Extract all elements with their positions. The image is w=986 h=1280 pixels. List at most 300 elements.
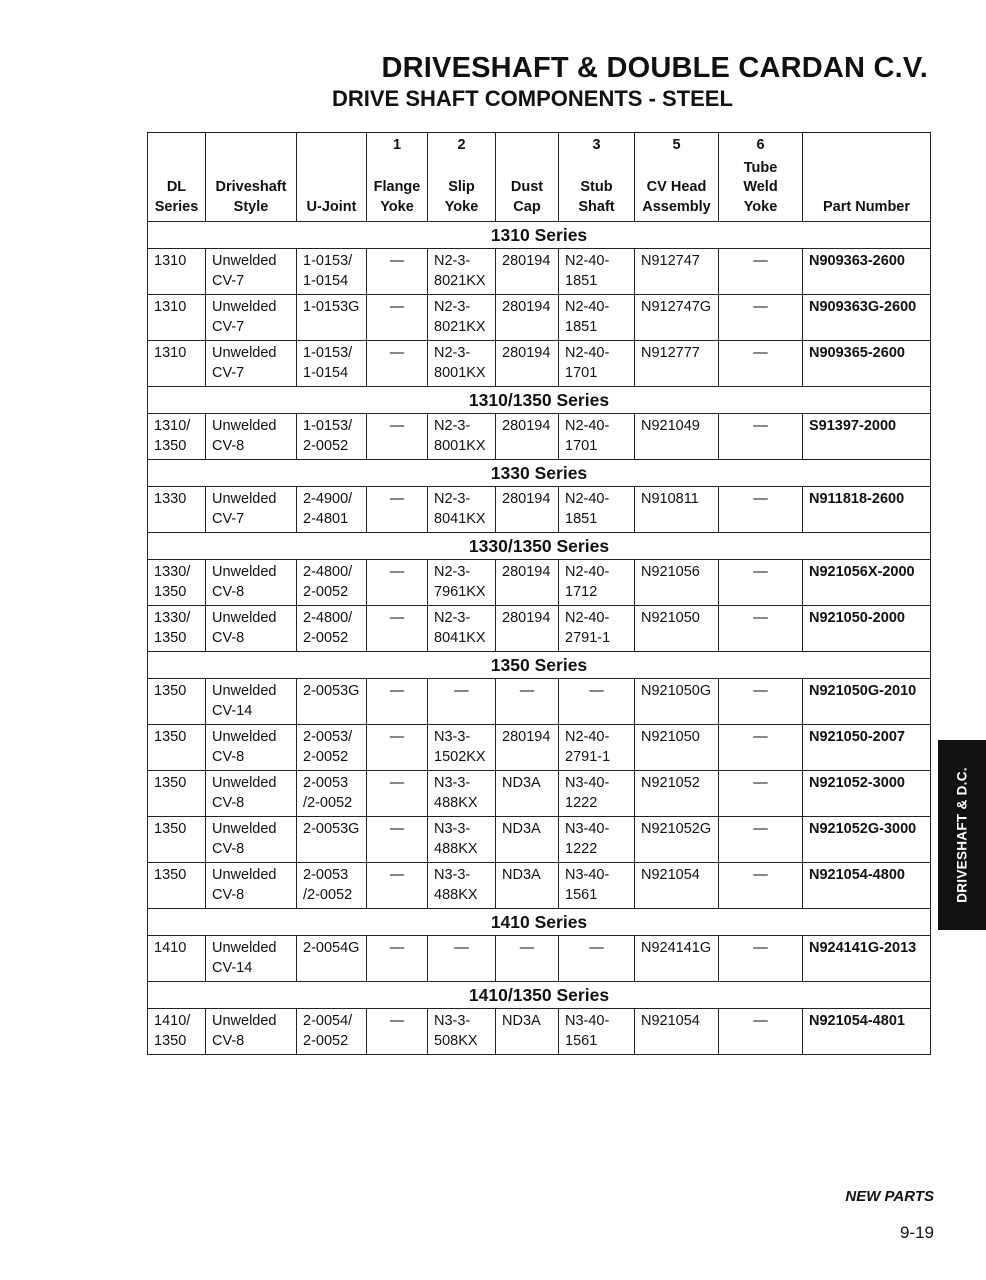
cell-line: Unwelded [212,491,277,507]
cell-tube: — [719,863,803,909]
cell-line: 488KX [434,794,478,811]
cell-line: N3-3- [434,775,471,791]
cell-part: N921050-2007 [803,725,931,771]
cell-dl [148,679,206,725]
cell-line: 1330/ [154,610,191,626]
column-header-label: DL [166,179,187,195]
cell-style [206,341,297,387]
cell-style [206,606,297,652]
cell-tube: — [719,295,803,341]
cell-line: CV-8 [212,629,245,646]
cell-cvhead: N921050 [635,725,719,771]
cell-stub [559,606,635,652]
cell-flange: — [367,1009,428,1055]
column-header-label: Yoke [444,198,479,215]
cell-line: 1-0153G [303,299,360,315]
cell-line: 8021KX [434,318,486,335]
cell-line: 1310/ [154,418,191,434]
cell-tube: — [719,560,803,606]
column-header-label: Yoke [743,198,778,215]
page-number: 9-19 [899,1223,934,1242]
cell-flange: — [367,606,428,652]
cell-tube: — [719,249,803,295]
cell-stub [559,487,635,533]
cell-line: CV-8 [212,886,245,903]
cell-line: Unwelded [212,683,277,699]
cell-dl [148,341,206,387]
cell-cvhead: N910811 [635,487,719,533]
cell-line: N2-3- [434,491,471,507]
table-row [148,679,931,725]
cell-flange: — [367,487,428,533]
cell-line: N2-3- [434,253,471,269]
cell-tube: — [719,817,803,863]
cell-ujoint [297,487,367,533]
cell-slip [428,295,496,341]
cell-stub [559,936,635,982]
cell-dl [148,1009,206,1055]
cell-style [206,560,297,606]
cell-cvhead: N921050 [635,606,719,652]
series-heading: 1410 Series [148,909,931,936]
cell-line: 2-0053G [303,821,360,837]
cell-line: 1-0153/ [303,418,353,434]
cell-line: N3-3- [434,821,471,837]
cell-line: 2-0054G [303,940,360,956]
cell-line: 2-0052 [303,437,349,454]
cell-line: Unwelded [212,729,277,745]
series-heading-row [148,909,931,936]
cell-stub [559,560,635,606]
cell-line: 2-0053/ [303,729,353,745]
cell-stub [559,249,635,295]
cell-line: 488KX [434,840,478,857]
cell-line: 1350 [154,821,187,837]
cell-line: 2791-1 [565,629,611,646]
cell-line: 1712 [565,583,598,600]
cell-line: 1350 [154,1032,187,1049]
cell-line: 2-0052 [303,629,349,646]
cell-style [206,414,297,460]
cell-dl [148,936,206,982]
cell-ujoint [297,1009,367,1055]
column-header [559,133,635,222]
cell-dust: 280194 [496,560,559,606]
cell-line: 1851 [565,510,598,527]
cell-line: 8021KX [434,272,486,289]
cell-dl [148,487,206,533]
cell-flange: — [367,771,428,817]
table-row [148,863,931,909]
cell-part: N921050G-2010 [803,679,931,725]
cell-style [206,249,297,295]
series-heading-row [148,387,931,414]
cell-line: 2-4800/ [303,610,353,626]
cell-slip [428,936,496,982]
cell-style [206,863,297,909]
cell-style [206,295,297,341]
cell-line: Unwelded [212,345,277,361]
column-header [148,133,206,222]
cell-line: N2-3- [434,345,471,361]
cell-dust: 280194 [496,725,559,771]
cell-line: CV-7 [212,364,245,381]
cell-line: N2-40- [565,345,610,361]
column-header [635,133,719,222]
cell-line: N3-40- [565,821,610,837]
column-header [496,133,559,222]
cell-line: 1701 [565,364,598,381]
cell-dl [148,295,206,341]
cell-flange: — [367,817,428,863]
column-header [367,133,428,222]
series-heading-row [148,222,931,249]
cell-tube: — [719,725,803,771]
cell-cvhead: N921054 [635,863,719,909]
cell-flange: — [367,414,428,460]
cell-ujoint [297,817,367,863]
cell-dl [148,817,206,863]
cell-ujoint [297,679,367,725]
cell-flange: — [367,341,428,387]
column-header-label: U-Joint [306,198,357,215]
cell-line: CV-14 [212,959,253,976]
column-header-label: Yoke [380,198,414,215]
cell-dl [148,606,206,652]
cell-slip [428,817,496,863]
cell-line: CV-14 [212,702,253,719]
cell-line: N2-3- [434,610,471,626]
cell-dust: 280194 [496,487,559,533]
cell-stub [559,863,635,909]
cell-part: N921054-4801 [803,1009,931,1055]
new-parts-label: NEW PARTS [845,1188,934,1205]
column-header [428,133,496,222]
cell-dust: ND3A [496,771,559,817]
cell-line: 1350 [154,867,187,883]
table-row [148,341,931,387]
cell-line: CV-8 [212,748,245,765]
cell-line: 1701 [565,437,598,454]
page-subtitle: DRIVE SHAFT COMPONENTS - STEEL [332,86,733,111]
cell-dl [148,725,206,771]
cell-slip [428,414,496,460]
cell-line: 508KX [434,1032,478,1049]
table-row [148,725,931,771]
cell-line: CV-7 [212,318,245,335]
cell-cvhead: N912747 [635,249,719,295]
column-header-label: Part Number [822,198,911,215]
column-header-label: Slip [448,179,475,195]
cell-line: CV-8 [212,794,245,811]
components-table [147,132,931,1055]
table-row [148,606,931,652]
column-header-label: Tube [743,159,778,176]
table-header-row [148,133,931,222]
cell-slip [428,487,496,533]
cell-line: 1330 [154,491,187,507]
cell-ujoint [297,725,367,771]
cell-ujoint [297,295,367,341]
cell-ujoint [297,414,367,460]
cell-line: 1350 [154,683,187,699]
cell-tube: — [719,606,803,652]
column-callout-number: 2 [457,137,466,153]
column-header-label: Driveshaft [215,179,287,195]
cell-line: Unwelded [212,940,277,956]
cell-line: 2-0052 [303,748,349,765]
table-row [148,936,931,982]
cell-line: 1561 [565,886,598,903]
cell-line: N2-40- [565,299,610,315]
cell-line: 1350 [154,729,187,745]
cell-dust: ND3A [496,863,559,909]
cell-dl [148,863,206,909]
cell-line: 2-0053 [303,775,349,791]
cell-line: 1-0153/ [303,345,353,361]
table-body [148,222,931,1055]
cell-line: 1222 [565,840,598,857]
cell-line: /2-0052 [303,886,353,903]
cell-line: 1330/ [154,564,191,580]
cell-line: Unwelded [212,1013,277,1029]
cell-line: 1222 [565,794,598,811]
cell-line: CV-8 [212,1032,245,1049]
cell-line: 1-0154 [303,364,349,381]
cell-ujoint [297,341,367,387]
cell-part: N921050-2000 [803,606,931,652]
cell-stub [559,679,635,725]
cell-stub [559,771,635,817]
cell-slip [428,341,496,387]
column-header-label: Stub [580,179,613,195]
cell-line: 8041KX [434,510,486,527]
column-callout-number: 5 [672,137,681,153]
cell-line: 488KX [434,886,478,903]
cell-line: 2-0052 [303,1032,349,1049]
cell-part: N911818-2600 [803,487,931,533]
cell-flange: — [367,560,428,606]
cell-stub [559,414,635,460]
table-row [148,487,931,533]
cell-dust: 280194 [496,414,559,460]
cell-dust: — [496,936,559,982]
series-heading: 1330/1350 Series [148,533,931,560]
cell-line: — [589,940,604,956]
cell-line: N2-40- [565,253,610,269]
cell-line: N2-3- [434,299,471,315]
column-header [719,133,803,222]
cell-line: N2-3- [434,418,471,434]
cell-line: 1561 [565,1032,598,1049]
cell-line: 1310 [154,345,187,361]
cell-part: S91397-2000 [803,414,931,460]
cell-tube: — [719,487,803,533]
cell-dl [148,414,206,460]
cell-style [206,725,297,771]
table-row [148,249,931,295]
series-heading: 1330 Series [148,460,931,487]
cell-line: Unwelded [212,418,277,434]
cell-line: 2-0052 [303,583,349,600]
column-callout-number: 1 [392,137,402,153]
cell-ujoint [297,249,367,295]
cell-flange: — [367,936,428,982]
cell-line: CV-8 [212,437,245,454]
cell-line: 1410/ [154,1013,191,1029]
column-callout-number: 3 [592,137,601,153]
series-heading-row [148,460,931,487]
cell-style [206,771,297,817]
table-row [148,414,931,460]
series-heading: 1310 Series [148,222,931,249]
table-row [148,560,931,606]
cell-line: 1350 [154,437,187,454]
cell-line: 1410 [154,940,187,956]
cell-ujoint [297,560,367,606]
cell-line: Unwelded [212,610,277,626]
cell-line: 2-4800/ [303,564,353,580]
cell-line: — [589,683,604,699]
column-header [803,133,931,222]
cell-cvhead: N921054 [635,1009,719,1055]
cell-line: N2-40- [565,491,610,507]
cell-dl [148,771,206,817]
cell-line: N2-40- [565,729,610,745]
cell-cvhead: N924141G [635,936,719,982]
section-side-tab [938,740,986,930]
cell-line: 1350 [154,629,187,646]
side-tab-label: DRIVESHAFT & D.C. [954,767,970,903]
series-heading: 1350 Series [148,652,931,679]
cell-line: N3-3- [434,1013,471,1029]
column-header-label: Cap [513,198,541,215]
cell-line: 7961KX [434,583,486,600]
cell-line: 2-4900/ [303,491,353,507]
cell-dust: 280194 [496,341,559,387]
cell-line: N3-3- [434,729,471,745]
table-row [148,817,931,863]
cell-dust: 280194 [496,295,559,341]
cell-dust: — [496,679,559,725]
cell-slip [428,863,496,909]
cell-line: 1350 [154,775,187,791]
cell-line: Unwelded [212,299,277,315]
cell-line: 1-0153/ [303,253,353,269]
cell-line: 1851 [565,318,598,335]
cell-stub [559,341,635,387]
cell-line: 2-0053G [303,683,360,699]
cell-line: N2-40- [565,610,610,626]
cell-line: Unwelded [212,564,277,580]
cell-style [206,679,297,725]
cell-style [206,936,297,982]
cell-line: Unwelded [212,821,277,837]
cell-line: 1310 [154,299,187,315]
cell-line: 2791-1 [565,748,611,765]
cell-style [206,1009,297,1055]
column-header-label: CV Head [646,179,707,195]
cell-cvhead: N921049 [635,414,719,460]
cell-flange: — [367,863,428,909]
cell-line: CV-8 [212,840,245,857]
cell-line: 8041KX [434,629,486,646]
column-header [206,133,297,222]
cell-line: — [454,683,469,699]
cell-part: N909363G-2600 [803,295,931,341]
cell-flange: — [367,249,428,295]
cell-cvhead: N921050G [635,679,719,725]
cell-slip [428,1009,496,1055]
table-row [148,1009,931,1055]
cell-line: CV-7 [212,510,245,527]
cell-cvhead: N912777 [635,341,719,387]
cell-dust: 280194 [496,249,559,295]
cell-line: N3-40- [565,775,610,791]
cell-cvhead: N921056 [635,560,719,606]
cell-line: 2-0054/ [303,1013,353,1029]
cell-stub [559,1009,635,1055]
table-row [148,771,931,817]
cell-line: 1851 [565,272,598,289]
cell-cvhead: N921052G [635,817,719,863]
cell-flange: — [367,679,428,725]
cell-part: N909363-2600 [803,249,931,295]
cell-part: N921054-4800 [803,863,931,909]
cell-ujoint [297,771,367,817]
cell-tube: — [719,1009,803,1055]
cell-line: N3-3- [434,867,471,883]
cell-line: N3-40- [565,867,610,883]
cell-stub [559,725,635,771]
cell-part: N909365-2600 [803,341,931,387]
cell-stub [559,817,635,863]
cell-slip [428,560,496,606]
cell-slip [428,771,496,817]
cell-tube: — [719,936,803,982]
cell-line: 8001KX [434,364,486,381]
cell-cvhead: N921052 [635,771,719,817]
cell-style [206,817,297,863]
column-header [297,133,367,222]
cell-line: 8001KX [434,437,486,454]
cell-dl [148,560,206,606]
series-heading: 1310/1350 Series [148,387,931,414]
page-title: DRIVESHAFT & DOUBLE CARDAN C.V. [381,52,928,84]
cell-line: N3-40- [565,1013,610,1029]
cell-dust: ND3A [496,1009,559,1055]
cell-line: CV-8 [212,583,245,600]
cell-line: 1350 [154,583,187,600]
cell-part: N921052G-3000 [803,817,931,863]
cell-part: N924141G-2013 [803,936,931,982]
cell-line: 1-0154 [303,272,349,289]
cell-line: N2-40- [565,418,610,434]
cell-dust: 280194 [496,606,559,652]
cell-line: N2-3- [434,564,471,580]
cell-line: Unwelded [212,253,277,269]
cell-slip [428,725,496,771]
column-header-label: Dust [510,179,544,195]
cell-flange: — [367,725,428,771]
cell-tube: — [719,679,803,725]
series-heading-row [148,652,931,679]
column-header-label: Weld [743,179,778,195]
cell-part: N921056X-2000 [803,560,931,606]
series-heading-row [148,533,931,560]
cell-ujoint [297,606,367,652]
cell-line: CV-7 [212,272,245,289]
